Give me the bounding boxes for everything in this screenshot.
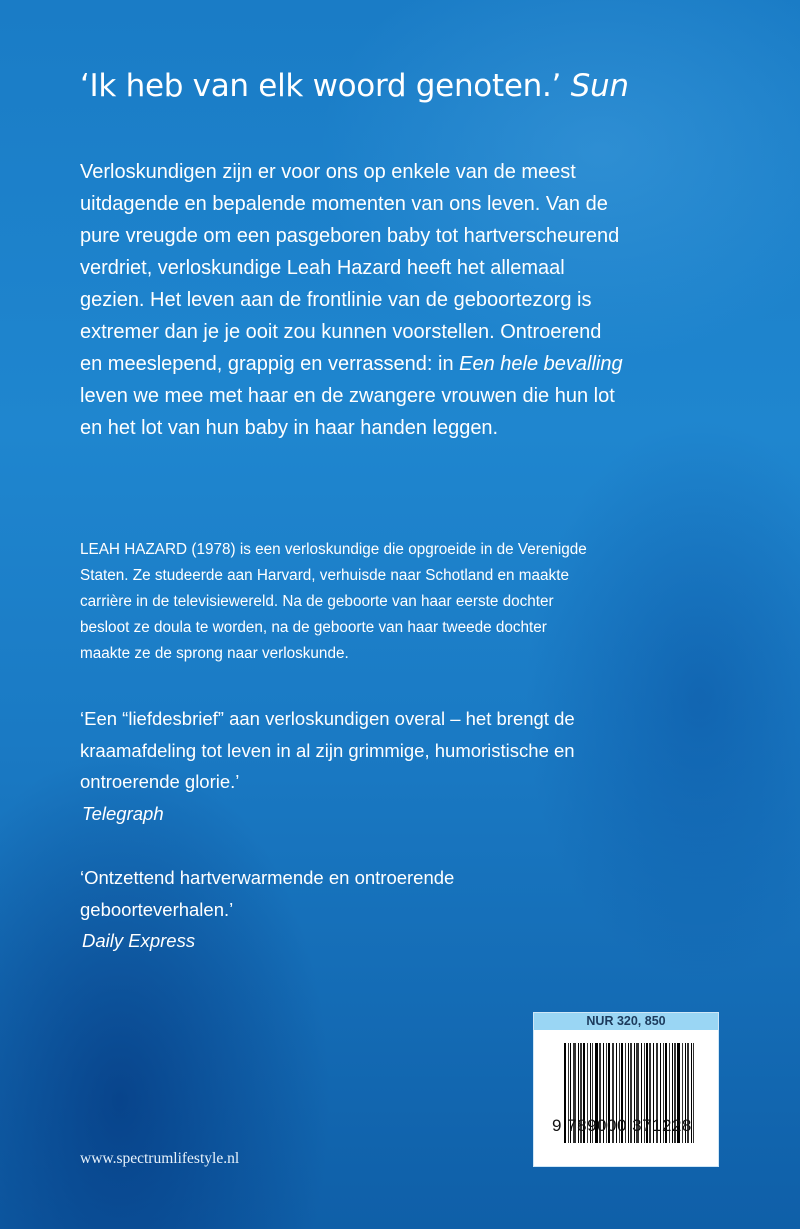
bio-line: besloot ze doula te worden, na de geboorte van haar tweede dochter bbox=[80, 619, 547, 636]
nur-code: NUR 320, 850 bbox=[534, 1013, 718, 1030]
headline-quote bbox=[80, 68, 629, 104]
bio-line: maakte ze de sprong naar verloskunde. bbox=[80, 645, 349, 662]
quote-line: ontroerende glorie.’ bbox=[80, 771, 240, 792]
quote-source: Daily Express bbox=[82, 930, 196, 951]
bio-line: carrière in de televisiewereld. Na de geboorte van haar eerste dochter bbox=[80, 593, 554, 610]
headline-text: ‘Ik heb van elk woord genoten.’ bbox=[80, 68, 562, 104]
bio-line: Staten. Ze studeerde aan Harvard, verhuisde naar Schotland en maakte bbox=[80, 567, 569, 584]
blurb-line: leven we mee met haar en de zwangere vrouwen die hun lot bbox=[80, 385, 615, 407]
blurb-line: extremer dan je je ooit zou kunnen voorstellen. Ontroerend bbox=[80, 321, 602, 343]
author-bio bbox=[80, 537, 587, 667]
quote-line: kraamafdeling tot leven in al zijn grimmige, humoristische en bbox=[80, 739, 575, 761]
blurb-line: gezien. Het leven aan de frontlinie van de geboortezorg is bbox=[80, 289, 592, 311]
review-quote bbox=[80, 862, 454, 957]
barcode-bar bbox=[693, 1043, 694, 1143]
website-link[interactable]: www.spectrumlifestyle.nl bbox=[80, 1150, 240, 1167]
blurb-line: verdriet, verloskundige Leah Hazard heeft het allemaal bbox=[80, 257, 565, 279]
quote-line: ‘Ontzettend hartverwarmende en ontroerende bbox=[80, 867, 455, 888]
bio-line: LEAH HAZARD (1978) is een verloskundige die opgroeide in de Verenigde bbox=[80, 541, 587, 558]
headline-source: Sun bbox=[570, 68, 629, 104]
book-title: Een hele bevalling bbox=[459, 353, 623, 375]
blurb-line: pure vreugde om een pasgeboren baby tot hartverscheurend bbox=[80, 225, 620, 247]
blurb bbox=[80, 156, 623, 444]
quote-source: Telegraph bbox=[82, 802, 164, 824]
blurb-line: Verloskundigen zijn er voor ons op enkele van de meest bbox=[80, 161, 576, 183]
isbn-number: 9 789000 371228 bbox=[552, 1116, 692, 1135]
blurb-line bbox=[80, 348, 623, 380]
blurb-line: uitdagende en bepalende momenten van ons leven. Van de bbox=[80, 193, 608, 215]
quote-line: geboorteverhalen.’ bbox=[80, 898, 234, 920]
blurb-line: en het lot van hun baby in haar handen leggen. bbox=[80, 417, 499, 439]
barcode-box bbox=[533, 1012, 719, 1167]
blurb-text: en meeslepend, grappig en verrassend: in bbox=[80, 353, 460, 375]
review-quote bbox=[80, 703, 575, 829]
quote-line: ‘Een “liefdesbrief” aan verloskundigen overal – het brengt de bbox=[80, 708, 575, 729]
